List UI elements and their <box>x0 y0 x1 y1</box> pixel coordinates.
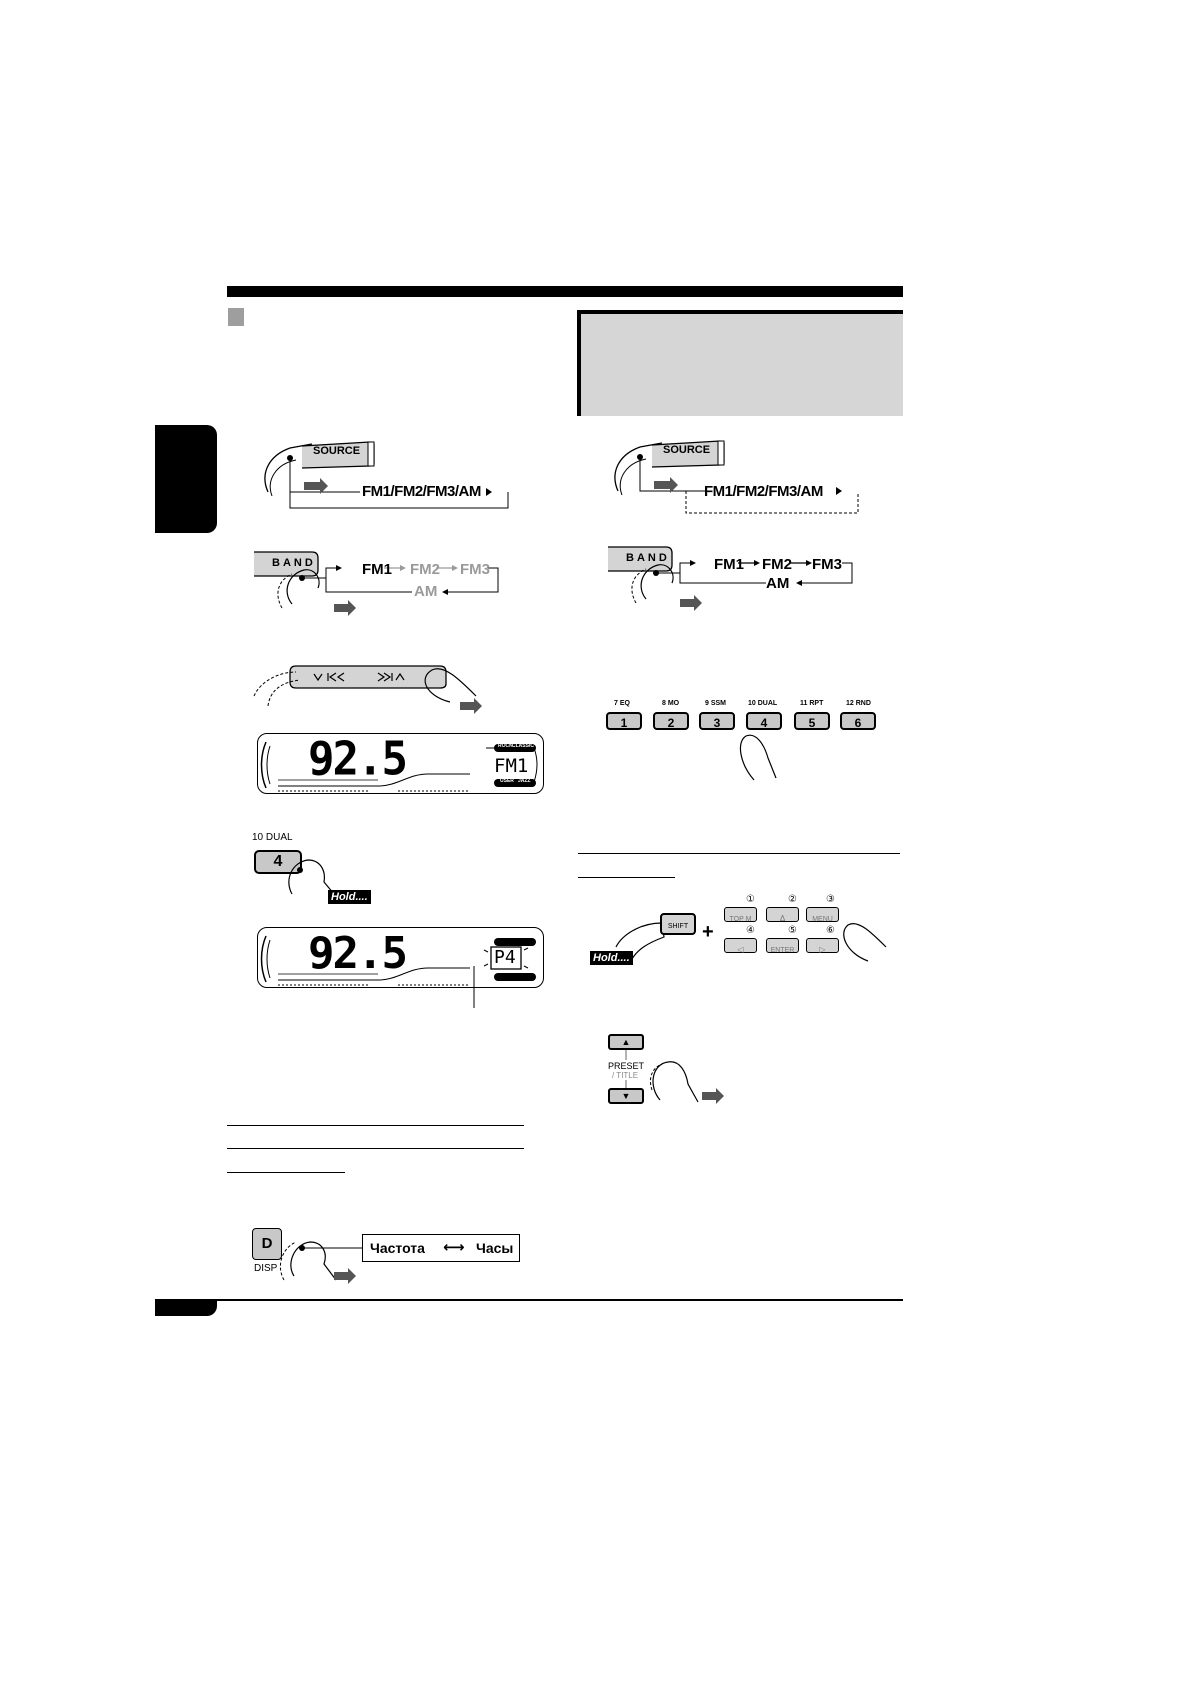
lcd-display-preset <box>257 927 544 988</box>
preset-key-4-number: 4 <box>273 853 283 870</box>
disp-frequency-text: Частота <box>370 1240 425 1256</box>
remote-key-1-marker: ① <box>746 894 755 905</box>
right-rule-1 <box>578 853 900 854</box>
disp-button-letter: D <box>261 1235 273 1252</box>
lcd-display-fm1 <box>257 733 544 794</box>
disp-button-label: DISP <box>254 1263 278 1274</box>
finger-illustration <box>252 830 392 910</box>
preset-key-3-label: 9 SSM <box>705 700 727 707</box>
shift-button-label: SHIFT <box>667 923 689 930</box>
band-fm1-text: FM1 <box>362 561 392 578</box>
preset-keys-row <box>604 698 884 788</box>
preset-key-5-label: 11 RPT <box>800 700 824 707</box>
lcd-band-indicator: FM1 <box>494 755 529 777</box>
left-rule-2 <box>227 1148 524 1149</box>
band-am-text-right: AM <box>766 575 790 592</box>
preset-key-1-label: 7 EQ <box>614 700 630 707</box>
hold-badge-left: Hold.... <box>328 890 371 904</box>
lcd-frequency: 92.5 <box>308 732 406 787</box>
hold-badge-right: Hold.... <box>590 951 633 965</box>
lcd2-preset-indicator: P4 <box>494 947 516 968</box>
disp-clock-text: Часы <box>476 1240 514 1256</box>
band-fm2-text: FM2 <box>410 561 440 578</box>
bottom-rule <box>155 1299 903 1301</box>
remote-key-top-menu[interactable] <box>724 907 757 922</box>
disp-cycle-box <box>362 1234 520 1262</box>
band-am-text: AM <box>414 583 438 600</box>
source-cycle-text: FM1/FM2/FM3/AM <box>362 483 481 500</box>
tuning-illustration <box>250 660 500 720</box>
language-side-tab <box>155 425 217 533</box>
left-rule-3 <box>227 1172 345 1173</box>
remote-key-2-marker: ② <box>788 894 797 905</box>
band-step-left <box>252 548 522 618</box>
top-rule <box>227 286 903 297</box>
left-rule-1 <box>227 1125 524 1126</box>
band-button-label-right[interactable]: BAND <box>626 552 670 564</box>
plus-sign: + <box>702 921 714 943</box>
preset-up-button[interactable]: ▲ <box>608 1034 644 1050</box>
remote-key-4-label: ◁ <box>737 945 744 954</box>
band-button-label[interactable]: BAND <box>272 557 316 569</box>
remote-key-6-label: ▷ <box>819 945 826 954</box>
lcd-jazz-label: JAZZ <box>518 778 531 784</box>
tuning-buttons-step <box>250 660 500 720</box>
source-step-right <box>600 433 880 523</box>
page-number-tab <box>155 1300 217 1316</box>
remote-key-2-label: Δ <box>779 914 786 923</box>
remote-key-3-marker: ③ <box>826 894 835 905</box>
preset-key-5-number: 5 <box>808 716 816 730</box>
remote-key-6-marker: ⑥ <box>826 925 835 936</box>
source-illustration-right <box>600 433 880 523</box>
source-illustration <box>250 434 530 524</box>
disp-exchange-arrow: ⟷ <box>443 1239 465 1256</box>
shift-combo-step <box>586 893 896 973</box>
preset-key-4-number-right: 4 <box>760 716 768 730</box>
remote-key-menu[interactable] <box>806 907 839 922</box>
band-fm2-text-right: FM2 <box>762 556 792 573</box>
disp-step <box>250 1226 530 1286</box>
band-fm1-text-right: FM1 <box>714 556 744 573</box>
remote-key-1-label: TOP M <box>729 916 752 923</box>
grey-heading-box <box>577 310 903 416</box>
lcd-rock-label: ROCK <box>498 743 513 749</box>
preset-finger-illustration <box>604 698 884 788</box>
preset-label: PRESET <box>608 1061 645 1071</box>
remote-key-5-label: ENTER <box>770 947 795 954</box>
band-step-right <box>606 543 876 613</box>
preset-key-3-number: 3 <box>713 716 721 730</box>
remote-key-up[interactable] <box>766 907 799 922</box>
source-button-label-right[interactable]: SOURCE <box>663 444 711 456</box>
preset-key-2-label: 8 MO <box>662 700 680 707</box>
source-button-label[interactable]: SOURCE <box>313 445 361 457</box>
band-fm3-text: FM3 <box>460 561 490 578</box>
band-fm3-text-right: FM3 <box>812 556 842 573</box>
remote-key-4-marker: ④ <box>746 925 755 936</box>
preset-updown-step <box>604 1030 744 1110</box>
shift-button[interactable] <box>660 913 696 935</box>
preset-hold-step <box>252 830 392 910</box>
source-step-left <box>250 434 530 524</box>
lcd2-frequency: 92.5 <box>308 928 406 979</box>
remote-key-right[interactable] <box>806 938 839 953</box>
section-marker <box>228 308 244 326</box>
preset-key-6-label: 12 RND <box>846 700 871 707</box>
preset-down-button[interactable]: ▼ <box>608 1088 644 1104</box>
preset-finger-illustration-right <box>604 1030 744 1110</box>
preset-key-6-number: 6 <box>854 716 862 730</box>
preset-key-1-number: 1 <box>620 716 628 730</box>
preset-key-4-label: 10 DUAL <box>748 700 778 707</box>
source-cycle-text-right: FM1/FM2/FM3/AM <box>704 483 823 500</box>
right-rule-2 <box>578 877 675 878</box>
lcd-classic-label: CLASSIC <box>512 743 534 749</box>
lcd-user-label: USER <box>500 778 514 784</box>
title-label: / TITLE <box>612 1071 639 1080</box>
remote-key-left[interactable] <box>724 938 757 953</box>
remote-key-5-marker: ⑤ <box>788 925 797 936</box>
remote-key-3-label: MENU <box>812 916 833 923</box>
remote-key-enter[interactable] <box>766 938 799 953</box>
preset-key-2-number: 2 <box>667 716 675 730</box>
preset-key-top-label: 10 DUAL <box>252 832 293 843</box>
